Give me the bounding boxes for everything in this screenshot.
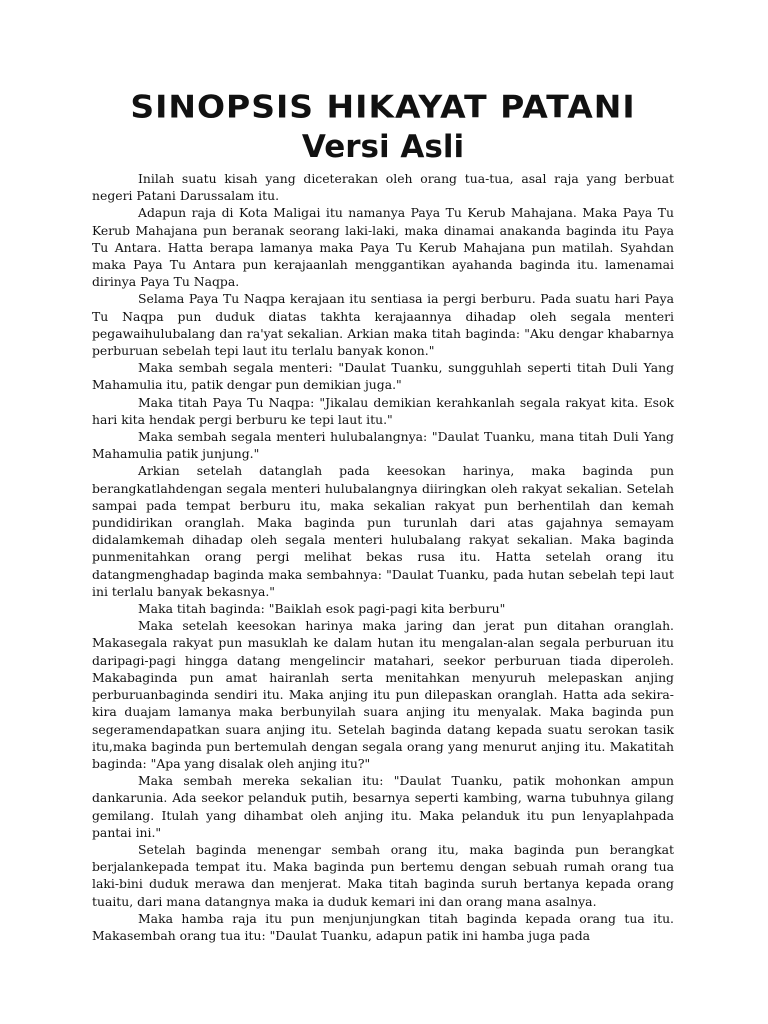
document-body: [92, 170, 674, 944]
paragraph: Maka sembah segala menteri hulubalangnya: "Daulat Tuanku, mana titah Duli Yang Mahamulia patik junjung.": [92, 429, 674, 462]
paragraph: Maka sembah mereka sekalian itu: "Daulat Tuanku, patik mohonkan ampun dankarunia. Ada seekor pelanduk putih, besarnya seperti kambing, warna tubuhnya gilang gemilang. Itulah yang dihambat oleh anjing itu. Maka pelanduk itu pun lenyaplahpada pantai ini.": [92, 773, 674, 840]
paragraph: Inilah suatu kisah yang diceterakan oleh orang tua-tua, asal raja yang berbuat negeri Patani Darussalam itu.: [92, 171, 674, 204]
paragraph: Arkian setelah datanglah pada keesokan harinya, maka baginda pun berangkatlahdengan segala menteri hulubalangnya diiringkan oleh rakyat sekalian. Setelah sampai pada tempat berburu itu, maka sekalian rakyat pun berhentilah dan kemah pundidirikan oranglah. Maka baginda pun turunlah dari atas gajahnya semayam didalamkemah dihadap oleh segala menteri hulubalang rakyat sekalian. Maka baginda punmenitahkan orang pergi melihat bekas rusa itu. Hatta setelah orang itu datangmenghadap baginda maka sembahnya: "Daulat Tuanku, pada hutan sebelah tepi laut ini terlalu banyak bekasnya.": [92, 463, 674, 599]
paragraph: Adapun raja di Kota Maligai itu namanya Paya Tu Kerub Mahajana. Maka Paya Tu Kerub Mahajana pun beranak seorang laki-laki, maka dinamai anakanda baginda itu Paya Tu Antara. Hatta berapa lamanya maka Paya Tu Kerub Mahajana pun matilah. Syahdan maka Paya Tu Antara pun kerajaanlah menggantikan ayahanda baginda itu. lamenamai dirinya Paya Tu Naqpa.: [92, 205, 674, 290]
paragraph: Maka titah baginda: "Baiklah esok pagi-pagi kita berburu": [138, 601, 506, 617]
paragraph: Maka setelah keesokan harinya maka jaring dan jerat pun ditahan oranglah. Makasegala rakyat pun masuklah ke dalam hutan itu mengalan-alan segala perburuan itu daripagi-pagi hingga datang mengelincir matahari, seekor perburuan tiada diperoleh. Makabaginda pun amat hairanlah serta menitahkan menyuruh melepaskan anjing perburuanbaginda sendiri itu. Maka anjing itu pun dilepaskan oranglah. Hatta ada sekira-kira duajam lamanya maka berbunyilah suara anjing itu menyalak. Maka baginda pun segeramendapatkan suara anjing itu. Setelah baginda datang kepada suatu serokan tasik itu,maka baginda pun bertemulah dengan segala orang yang menurut anjing itu. Makatitah baginda: "Apa yang disalak oleh anjing itu?": [92, 618, 674, 771]
document-page: [92, 86, 674, 944]
paragraph: Maka sembah segala menteri: "Daulat Tuanku, sungguhlah seperti titah Duli Yang Mahamulia itu, patik dengar pun demikian juga.": [92, 360, 674, 393]
paragraph: Setelah baginda menengar sembah orang itu, maka baginda pun berangkat berjalankepada tempat itu. Maka baginda pun bertemu dengan sebuah rumah orang tua laki-bini duduk merawa dan menjerat. Maka titah baginda suruh bertanya kepada orang tuaitu, dari mana datangnya maka ia duduk kemari ini dan orang mana asalnya.: [92, 841, 674, 909]
document-title: SINOPSIS HIKAYAT PATANI: [130, 88, 636, 126]
document-subtitle: Versi Asli: [301, 129, 465, 165]
paragraph: Maka titah Paya Tu Naqpa: "Jikalau demikian kerahkanlah segala rakyat kita. Esok hari kita hendak pergi berburu ke tepi laut itu.": [92, 394, 674, 427]
paragraph: Maka hamba raja itu pun menjunjungkan titah baginda kepada orang tua itu. Makasembah orang tua itu: "Daulat Tuanku, adapun patik ini hamba juga pada: [92, 910, 674, 943]
paragraph: Selama Paya Tu Naqpa kerajaan itu sentiasa ia pergi berburu. Pada suatu hari Paya Tu Naqpa pun duduk diatas takhta kerajaannya dihadap oleh segala menteri pegawaihulubalang dan ra'yat sekalian. Arkian maka titah baginda: "Aku dengar khabarnya perburuan sebelah tepi laut itu terlalu banyak konon.": [92, 291, 674, 359]
